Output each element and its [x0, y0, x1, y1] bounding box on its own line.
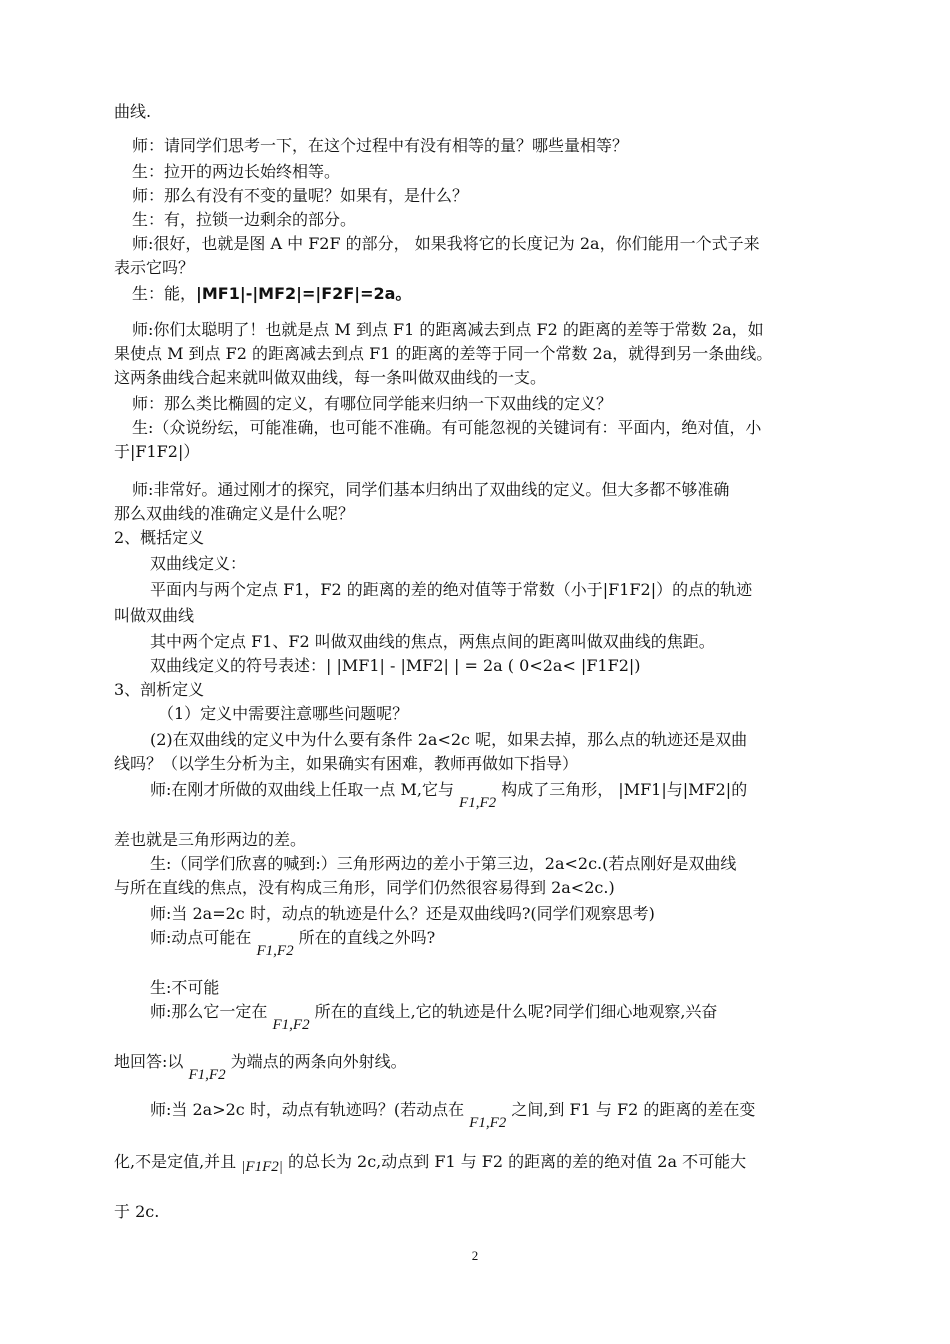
text-line: 线吗？（以学生分析为主，如果确实有困难，教师再做如下指导） [114, 754, 579, 773]
text-line [114, 1050, 407, 1083]
text-span: 地回答:以 [114, 1052, 184, 1071]
symbolic-definition: 双曲线定义的符号表述：| |MF1| - |MF2| | = 2a ( 0<2a< |F1F2|) [150, 656, 641, 675]
text-span: 师:在刚才所做的双曲线上任取一点 M,它与 [150, 780, 454, 799]
dialogue-student: 生:（众说纷纭，可能准确，也可能不准确。有可能忽视的关键词有：平面内，绝对值，小 [132, 418, 762, 437]
dialogue-student: 生：有，拉锁一边剩余的部分。 [132, 210, 357, 229]
dialogue-student: 生:（同学们欣喜的喊到:）三角形两边的差小于第三边，2a<2c.(若点刚好是双曲线 [150, 854, 737, 873]
dialogue-teacher: 师:很好，也就是图 A 中 F2F 的部分， 如果我将它的长度记为 2a，你们能用一个式子来 [132, 234, 760, 253]
text-line: 果使点 M 到点 F2 的距离减去到点 F1 的距离的差等于同一个常数 2a，就得到另一条曲线。 [114, 344, 773, 363]
math-f1f2: F1,F2 [459, 795, 497, 811]
text-line: 与所在直线的焦点，没有构成三角形，同学们仍然很容易得到 2a<2c.) [114, 878, 615, 897]
text-span: 师:那么它一定在 [150, 1002, 268, 1021]
text-span: 为端点的两条向外射线。 [230, 1052, 407, 1071]
text-span: 师:动点可能在 [150, 928, 252, 947]
formula-bold: |MF1|-|MF2|=|F2F|=2a。 [196, 284, 412, 303]
text-line: 那么双曲线的准确定义是什么呢？ [114, 504, 355, 523]
math-f1f2: F1,F2 [469, 1115, 507, 1131]
page-number: 2 [471, 1248, 479, 1263]
math-f1f2: F1,F2 [256, 943, 294, 959]
section-heading: 2、概括定义 [114, 528, 205, 547]
dialogue-teacher [150, 778, 748, 811]
dialogue-student: 生：拉开的两边长始终相等。 [132, 162, 341, 181]
dialogue-teacher: 师:当 2a=2c 时，动点的轨迹是什么？还是双曲线吗?(同学们观察思考) [150, 904, 655, 923]
dialogue-teacher: 师:非常好。通过刚才的探究，同学们基本归纳出了双曲线的定义。但大多都不够准确 [132, 480, 730, 499]
dialogue-teacher [150, 1000, 718, 1033]
definition-text: 叫做双曲线 [114, 606, 195, 625]
dialogue-student: 生:不可能 [150, 978, 220, 997]
dialogue-teacher: 师：请同学们思考一下，在这个过程中有没有相等的量？哪些量相等？ [132, 136, 629, 155]
section-heading: 3、剖析定义 [114, 680, 205, 699]
dialogue-teacher: 师:你们太聪明了！也就是点 M 到点 F1 的距离减去到点 F2 的距离的差等于常数 2a，如 [132, 320, 764, 339]
math-f1f2: F1,F2 [272, 1017, 310, 1033]
text-span: 构成了三角形， |MF1|与|MF2|的 [501, 780, 748, 799]
dialogue-teacher [150, 926, 436, 959]
text-line: 于 2c. [114, 1202, 160, 1221]
text-span: 师:当 2a>2c 时，动点有轨迹吗？(若动点在 [150, 1100, 465, 1119]
dialogue-teacher [150, 1098, 756, 1131]
text-span: 的总长为 2c,动点到 F1 与 F2 的距离的差的绝对值 2a 不可能大 [287, 1152, 747, 1171]
text-line [114, 1150, 746, 1175]
text-line: 于|F1F2|） [114, 442, 200, 461]
text-line: 其中两个定点 F1、F2 叫做双曲线的焦点，两焦点间的距离叫做双曲线的焦距。 [150, 632, 715, 651]
text-line: 差也就是三角形两边的差。 [114, 830, 307, 849]
dialogue-teacher: 师：那么有没有不变的量呢？如果有，是什么？ [132, 186, 469, 205]
math-abs-f1f2: |F1F2| [241, 1159, 283, 1175]
definition-title: 双曲线定义： [150, 554, 247, 573]
text-line: 曲线. [114, 102, 152, 121]
text-line: 这两条曲线合起来就叫做双曲线，每一条叫做双曲线的一支。 [114, 368, 547, 387]
text-line: 表示它吗？ [114, 258, 195, 277]
question-line: （1）定义中需要注意哪些问题呢？ [158, 704, 409, 723]
text-span: 所在的直线之外吗? [298, 928, 436, 947]
text-span: 之间,到 F1 与 F2 的距离的差在变 [511, 1100, 756, 1119]
text-span: 生：能， [132, 284, 197, 303]
math-f1f2: F1,F2 [188, 1067, 226, 1083]
text-span: 所在的直线上,它的轨迹是什么呢?同学们细心地观察,兴奋 [314, 1002, 718, 1021]
dialogue-student [132, 282, 411, 306]
dialogue-teacher: 师：那么类比椭圆的定义，有哪位同学能来归纳一下双曲线的定义？ [132, 394, 613, 413]
question-line: (2)在双曲线的定义中为什么要有条件 2a<2c 呢，如果去掉，那么点的轨迹还是双曲 [150, 730, 748, 749]
definition-text: 平面内与两个定点 F1，F2 的距离的差的绝对值等于常数（小于|F1F2|）的点的轨迹 [150, 580, 753, 599]
text-span: 化,不是定值,并且 [114, 1152, 237, 1171]
